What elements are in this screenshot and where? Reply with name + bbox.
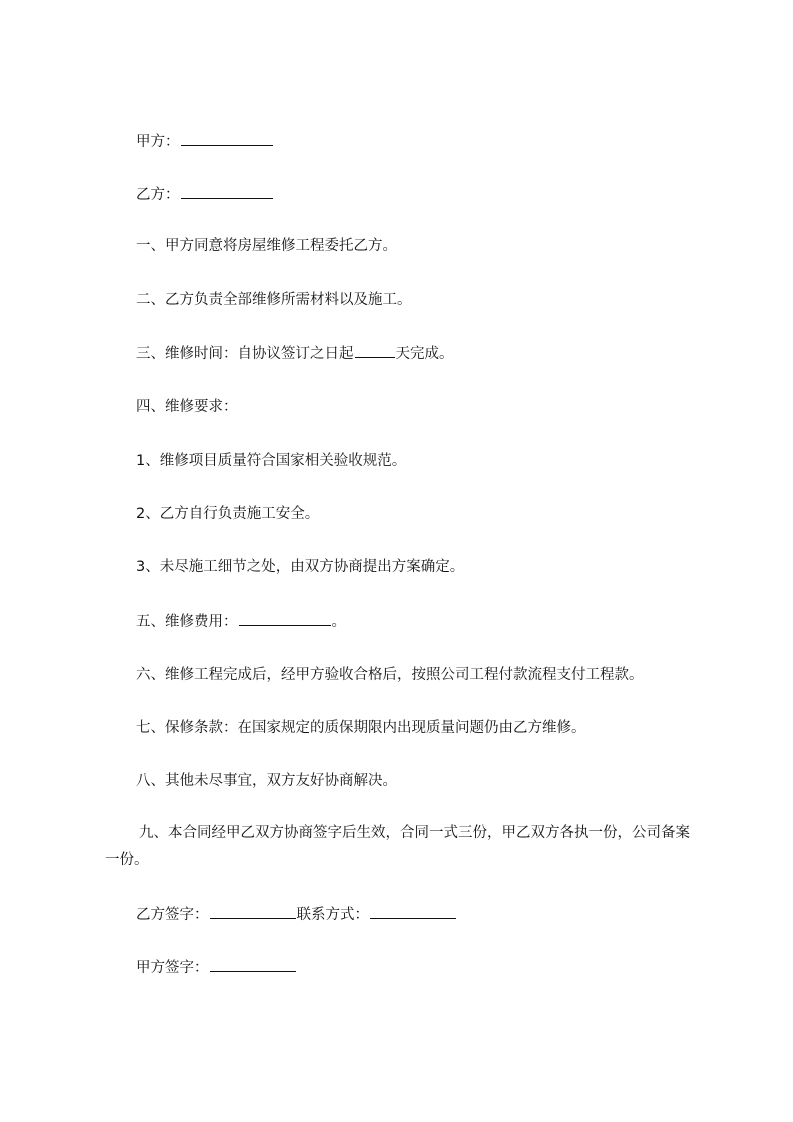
requirement-2: 2、乙方自行负责施工安全。 bbox=[136, 506, 320, 522]
party-b-label: 乙方： bbox=[136, 187, 180, 203]
requirement-3: 3、未尽施工细节之处，由双方协商提出方案确定。 bbox=[136, 559, 465, 575]
party-a-label: 甲方： bbox=[136, 134, 180, 150]
clause-3-suffix: 天完成。 bbox=[395, 346, 454, 362]
clause-3-prefix: 三、维修时间：自协议签订之日起 bbox=[136, 346, 354, 362]
party-b-signature-line bbox=[136, 904, 457, 925]
party-a-signature-label: 甲方签字： bbox=[136, 960, 209, 976]
clause-4: 四、维修要求： bbox=[136, 399, 238, 415]
party-a-signature-line bbox=[136, 957, 297, 978]
party-a-line bbox=[136, 131, 274, 152]
party-b-signature-label: 乙方签字： bbox=[136, 907, 209, 923]
contact-label: 联系方式： bbox=[296, 907, 369, 923]
clause-5 bbox=[136, 611, 346, 632]
party-a-signature-blank bbox=[210, 957, 296, 972]
clause-5-suffix: 。 bbox=[331, 614, 346, 630]
clause-5-prefix: 五、维修费用： bbox=[136, 614, 238, 630]
requirement-1: 1、维修项目质量符合国家相关验收规范。 bbox=[136, 453, 407, 469]
contact-blank bbox=[370, 904, 456, 919]
party-b-blank bbox=[181, 184, 273, 199]
clause-1: 一、甲方同意将房屋维修工程委托乙方。 bbox=[136, 238, 397, 254]
party-a-blank bbox=[181, 131, 273, 146]
clause-2: 二、乙方负责全部维修所需材料以及施工。 bbox=[136, 292, 412, 308]
fee-blank bbox=[239, 611, 331, 626]
party-b-line bbox=[136, 184, 274, 205]
clause-3 bbox=[136, 343, 454, 364]
clause-6: 六、维修工程完成后，经甲方验收合格后，按照公司工程付款流程支付工程款。 bbox=[136, 667, 644, 683]
clause-8: 八、其他未尽事宜，双方友好协商解决。 bbox=[136, 773, 397, 789]
clause-7: 七、保修条款：在国家规定的质保期限内出现质量问题仍由乙方维修。 bbox=[136, 720, 586, 736]
party-b-signature-blank bbox=[210, 904, 296, 919]
clause-9: 九、本合同经甲乙双方协商签字后生效，合同一式三份，甲乙双方各执一份，公司备案一份。 bbox=[105, 825, 690, 868]
days-blank bbox=[355, 343, 395, 358]
